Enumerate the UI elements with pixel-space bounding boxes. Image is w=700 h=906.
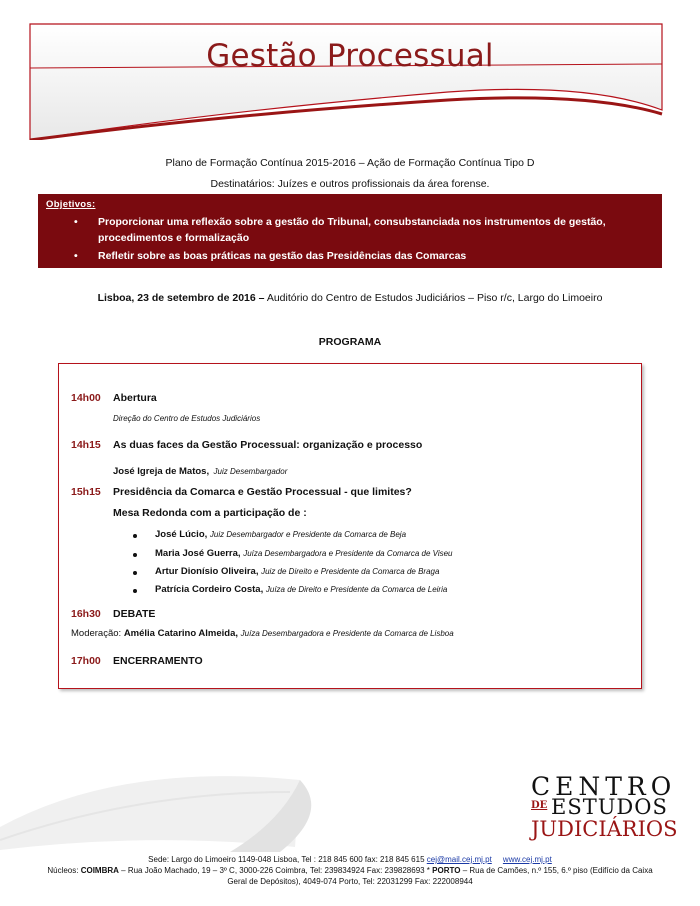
objective-item: • Proporcionar uma reflexão sobre a gestão do Tribunal, consubstanciada nos instrumentos de gestão, procedimentos e formalização (74, 216, 606, 244)
session-time: 16h30 (71, 608, 101, 620)
email-link[interactable]: cej@mail.cej.mj.pt (426, 855, 492, 864)
panelist: José Lúcio, Juiz Desembargador e Presidente da Comarca de Beja (155, 529, 407, 540)
objectives-box (38, 194, 662, 268)
session-time: 14h15 (71, 439, 101, 451)
bullet-icon: • (74, 250, 78, 262)
panelist: Patrícia Cordeiro Costa, Juíza de Direito e Presidente da Comarca de Leiria (155, 584, 448, 595)
panelist: Maria José Guerra, Juíza Desembargadora e Presidente da Comarca de Viseu (155, 548, 453, 559)
session-time: 14h00 (71, 392, 101, 404)
session-title: Presidência da Comarca e Gestão Processual - que limites? (113, 486, 412, 498)
event-location: Lisboa, 23 de setembro de 2016 – Auditório do Centro de Estudos Judiciários – Piso r/c, Largo do Limoeiro (97, 292, 603, 304)
session-speaker: José Igreja de Matos, Juiz Desembargador (113, 466, 288, 477)
objectives-label: Objetivos: (46, 199, 96, 210)
audience-line: Destinatários: Juízes e outros profissionais da área forense. (210, 178, 490, 190)
footer-porto-address: Geral de Depósitos), 4049-074 Porto, Tel: 22031299 Fax: 222008944 (227, 877, 473, 886)
footer-nucleos: Núcleos: COIMBRA – Rua João Machado, 19 – 3º C, 3000-226 Coimbra, Tel: 239834924 Fax: 239828693 * PORTO – Rua de Camões, n.º 155, 6.º piso (Edifício da Caixa (47, 866, 653, 875)
program-box (58, 363, 642, 689)
session-subtitle: Mesa Redonda com a participação de : (113, 507, 307, 519)
objective-item: • Refletir sobre as boas práticas na gestão das Presidências das Comarcas (74, 250, 467, 262)
session-time: 17h00 (71, 655, 101, 667)
bullet-icon: • (74, 216, 78, 228)
footer-address: Sede: Largo do Limoeiro 1149-048 Lisboa, Tel : 218 845 600 fax: 218 845 615 cej@mail.cej.mj.pt www.cej.mj.pt (148, 855, 552, 864)
session-title: DEBATE (113, 608, 156, 620)
panelist: Artur Dionísio Oliveira, Juiz de Direito e Presidente da Comarca de Braga (155, 566, 440, 577)
session-title: Abertura (113, 392, 157, 404)
session-time: 15h15 (71, 486, 101, 498)
session-title: As duas faces da Gestão Processual: organização e processo (113, 439, 423, 451)
session-title: ENCERRAMENTO (113, 655, 203, 667)
programa-heading: PROGRAMA (318, 336, 382, 348)
logo-line-centro: CENTRO (531, 772, 677, 801)
logo-line-de: DE (531, 800, 548, 811)
training-plan-line: Plano de Formação Contínua 2015-2016 – Ação de Formação Contínua Tipo D (165, 157, 535, 169)
session-note: Direção do Centro de Estudos Judiciários (113, 414, 261, 423)
logo-line-judiciarios: JUDICIÁRIOS (531, 817, 678, 841)
page-title: Gestão Processual (206, 38, 494, 74)
logo-line-estudos: ESTUDOS (551, 795, 668, 819)
website-link[interactable]: www.cej.mj.pt (502, 855, 552, 864)
moderation-line: Moderação: Amélia Catarino Almeida, Juíza Desembargadora e Presidente da Comarca de Lisboa (71, 628, 454, 639)
